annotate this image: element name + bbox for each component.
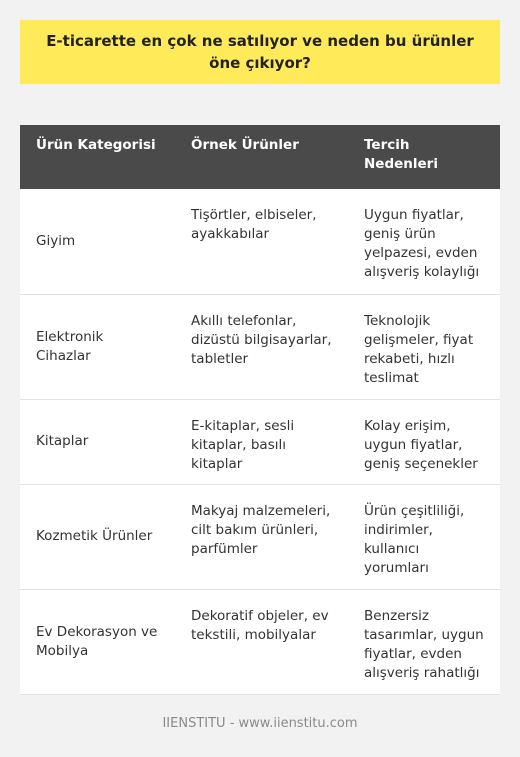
examples-cell: Makyaj malzemeleri, cilt bakım ürünleri, parfümler <box>175 484 348 589</box>
reasons-cell: Ürün çeşitliliği, indirimler, kullanıcı yorumları <box>348 484 500 589</box>
table-row <box>20 399 500 484</box>
footer-credit: IIENSTITU - www.iienstitu.com <box>162 716 358 731</box>
product-category-table <box>20 125 500 695</box>
table-row <box>20 484 500 589</box>
header-example-products: Örnek Ürünler <box>175 125 348 189</box>
examples-cell: E-kitaplar, sesli kitaplar, basılı kitaplar <box>175 399 348 484</box>
category-cell: Ev Dekorasyon ve Mobilya <box>20 589 175 694</box>
header-preference-reasons: Tercih Nedenleri <box>348 125 500 189</box>
category-cell: Elektronik Cihazlar <box>20 294 175 399</box>
examples-cell: Dekoratif objeler, ev tekstili, mobilyalar <box>175 589 348 694</box>
examples-cell: Akıllı telefonlar, dizüstü bilgisayarlar, tabletler <box>175 294 348 399</box>
title-banner <box>20 20 500 84</box>
reasons-cell: Kolay erişim, uygun fiyatlar, geniş seçenekler <box>348 399 500 484</box>
page-title: E-ticarette en çok ne satılıyor ve neden bu ürünler öne çıkıyor? <box>46 32 474 72</box>
category-cell: Giyim <box>20 189 175 294</box>
category-cell: Kozmetik Ürünler <box>20 484 175 589</box>
reasons-cell: Teknolojik gelişmeler, fiyat rekabeti, hızlı teslimat <box>348 294 500 399</box>
table-row <box>20 294 500 399</box>
table-row <box>20 189 500 294</box>
header-category: Ürün Kategorisi <box>20 125 175 189</box>
examples-cell: Tişörtler, elbiseler, ayakkabılar <box>175 189 348 294</box>
table-header-row <box>20 125 500 189</box>
reasons-cell: Benzersiz tasarımlar, uygun fiyatlar, evden alışveriş rahatlığı <box>348 589 500 694</box>
reasons-cell: Uygun fiyatlar, geniş ürün yelpazesi, evden alışveriş kolaylığı <box>348 189 500 294</box>
category-cell: Kitaplar <box>20 399 175 484</box>
table-row <box>20 589 500 694</box>
